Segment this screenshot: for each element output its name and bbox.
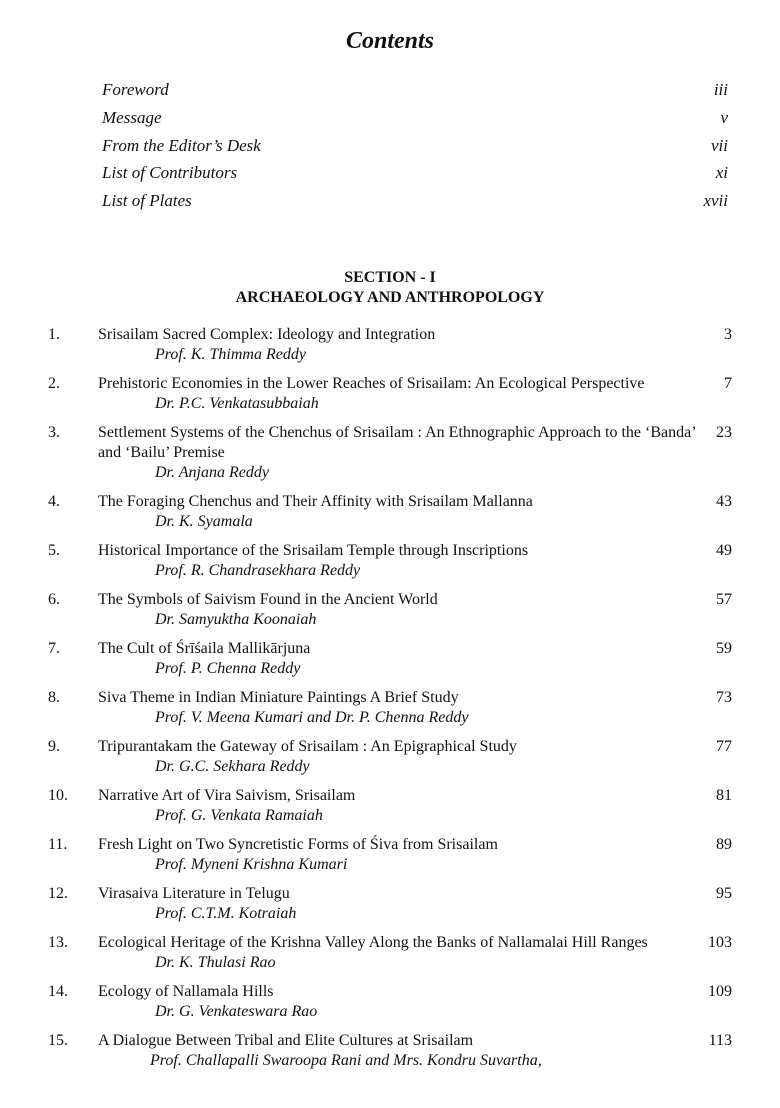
- entry-title: The Symbols of Saivism Found in the Ancient World: [98, 591, 438, 608]
- entry-page: 3: [724, 326, 732, 343]
- entry-number: 3.: [48, 424, 60, 441]
- entry-title: Fresh Light on Two Syncretistic Forms of Śiva from Srisailam: [98, 836, 498, 853]
- entry-page: 103: [708, 934, 732, 951]
- entry-page: 59: [716, 640, 732, 657]
- entry-title: The Foraging Chenchus and Their Affinity with Srisailam Mallanna: [98, 493, 533, 510]
- entry-number: 10.: [48, 787, 68, 804]
- toc-entry: [0, 541, 780, 590]
- entry-number: 2.: [48, 375, 60, 392]
- entry-page: 77: [716, 738, 732, 755]
- entry-page: 113: [708, 1032, 732, 1049]
- toc-entry: [0, 639, 780, 688]
- front-matter-row: [102, 159, 728, 187]
- section-label: SECTION - I: [344, 269, 436, 286]
- entry-page: 109: [708, 983, 732, 1000]
- entry-page: 49: [716, 542, 732, 559]
- toc-entry: [0, 492, 780, 541]
- toc-entry: [0, 933, 780, 982]
- entry-author: Dr. Anjana Reddy: [155, 464, 269, 481]
- entry-author: Prof. Myneni Krishna Kumari: [155, 856, 348, 873]
- entry-title: Tripurantakam the Gateway of Srisailam : An Epigraphical Study: [98, 738, 517, 755]
- entry-number: 5.: [48, 542, 60, 559]
- entry-page: 73: [716, 689, 732, 706]
- toc-list: [0, 325, 780, 1080]
- toc-entry: [0, 374, 780, 423]
- entry-author: Dr. G. Venkateswara Rao: [155, 1003, 318, 1020]
- toc-entry: [0, 590, 780, 639]
- entry-number: 14.: [48, 983, 68, 1000]
- entry-author: Dr. P.C. Venkatasubbaiah: [155, 395, 319, 412]
- front-matter-row: [102, 187, 728, 215]
- entry-number: 11.: [48, 836, 68, 853]
- toc-entry: [0, 325, 780, 374]
- entry-title: A Dialogue Between Tribal and Elite Cultures at Srisailam: [98, 1032, 474, 1049]
- entry-page: 95: [716, 885, 732, 902]
- entry-author: Dr. Samyuktha Koonaiah: [155, 611, 317, 628]
- front-matter-page: v: [720, 107, 728, 127]
- front-matter-list: [102, 76, 728, 215]
- section-heading: [0, 268, 780, 308]
- entry-page: 57: [716, 591, 732, 608]
- entry-number: 13.: [48, 934, 68, 951]
- entry-author: Dr. K. Syamala: [155, 513, 253, 530]
- front-matter-label: Message: [102, 107, 162, 127]
- front-matter-page: xi: [715, 163, 728, 183]
- entry-number: 8.: [48, 689, 60, 706]
- page-title: Contents: [345, 28, 435, 54]
- entry-author: Prof. R. Chandrasekhara Reddy: [155, 562, 361, 579]
- entry-title: Narrative Art of Vira Saivism, Srisailam: [98, 787, 356, 804]
- entry-author: Prof. K. Thimma Reddy: [155, 346, 306, 363]
- entry-number: 15.: [48, 1032, 68, 1049]
- entry-author: Prof. C.T.M. Kotraiah: [155, 905, 297, 922]
- entry-page: 23: [716, 424, 732, 441]
- front-matter-page: vii: [711, 135, 728, 155]
- toc-entry: [0, 786, 780, 835]
- entry-title: Ecological Heritage of the Krishna Valley Along the Banks of Nallamalai Hill Ranges: [98, 934, 648, 951]
- entry-page: 7: [724, 375, 732, 392]
- toc-entry: [0, 423, 780, 492]
- entry-number: 12.: [48, 885, 68, 902]
- entry-title: The Cult of Śrīśaila Mallikārjuna: [98, 640, 311, 657]
- entry-number: 1.: [48, 326, 60, 343]
- entry-title: Siva Theme in Indian Miniature Paintings A Brief Study: [98, 689, 459, 706]
- toc-entry: [0, 1031, 780, 1080]
- entry-author: Prof. Challapalli Swaroopa Rani and Mrs. Kondru Suvartha,: [150, 1052, 542, 1069]
- entry-title: Ecology of Nallamala Hills: [98, 983, 274, 1000]
- entry-page: 81: [716, 787, 732, 804]
- entry-author: Prof. G. Venkata Ramaiah: [155, 807, 323, 824]
- entry-title: Srisailam Sacred Complex: Ideology and Integration: [98, 326, 436, 343]
- front-matter-page: xvii: [703, 191, 728, 211]
- front-matter-row: [102, 76, 728, 104]
- toc-entry: [0, 884, 780, 933]
- front-matter-label: List of Plates: [102, 191, 192, 211]
- entry-title: Virasaiva Literature in Telugu: [98, 885, 290, 902]
- section-name: ARCHAEOLOGY AND ANTHROPOLOGY: [235, 289, 545, 306]
- entry-number: 6.: [48, 591, 60, 608]
- entry-number: 4.: [48, 493, 60, 510]
- entry-number: 9.: [48, 738, 60, 755]
- front-matter-label: List of Contributors: [102, 163, 238, 183]
- toc-entry: [0, 688, 780, 737]
- entry-page: 43: [716, 493, 732, 510]
- entry-author: Dr. K. Thulasi Rao: [155, 954, 276, 971]
- entry-author: Prof. V. Meena Kumari and Dr. P. Chenna Reddy: [155, 709, 469, 726]
- entry-title: Prehistoric Economies in the Lower Reaches of Srisailam: An Ecological Perspective: [98, 375, 645, 392]
- toc-entry: [0, 737, 780, 786]
- entry-number: 7.: [48, 640, 60, 657]
- front-matter-row: [102, 132, 728, 160]
- front-matter-label: Foreword: [102, 80, 169, 99]
- toc-entry: [0, 982, 780, 1031]
- entry-author: Prof. P. Chenna Reddy: [155, 660, 301, 677]
- entry-author: Dr. G.C. Sekhara Reddy: [155, 758, 310, 775]
- toc-entry: [0, 835, 780, 884]
- front-matter-page: iii: [713, 80, 728, 99]
- front-matter-row: [102, 104, 728, 132]
- entry-page: 89: [716, 836, 732, 853]
- entry-title: Historical Importance of the Srisailam Temple through Inscriptions: [98, 542, 529, 559]
- entry-title: Settlement Systems of the Chenchus of Srisailam : An Ethnographic Approach to the ‘Banda’ and ‘Bailu’ Premise: [98, 424, 696, 461]
- front-matter-label: From the Editor’s Desk: [102, 135, 261, 155]
